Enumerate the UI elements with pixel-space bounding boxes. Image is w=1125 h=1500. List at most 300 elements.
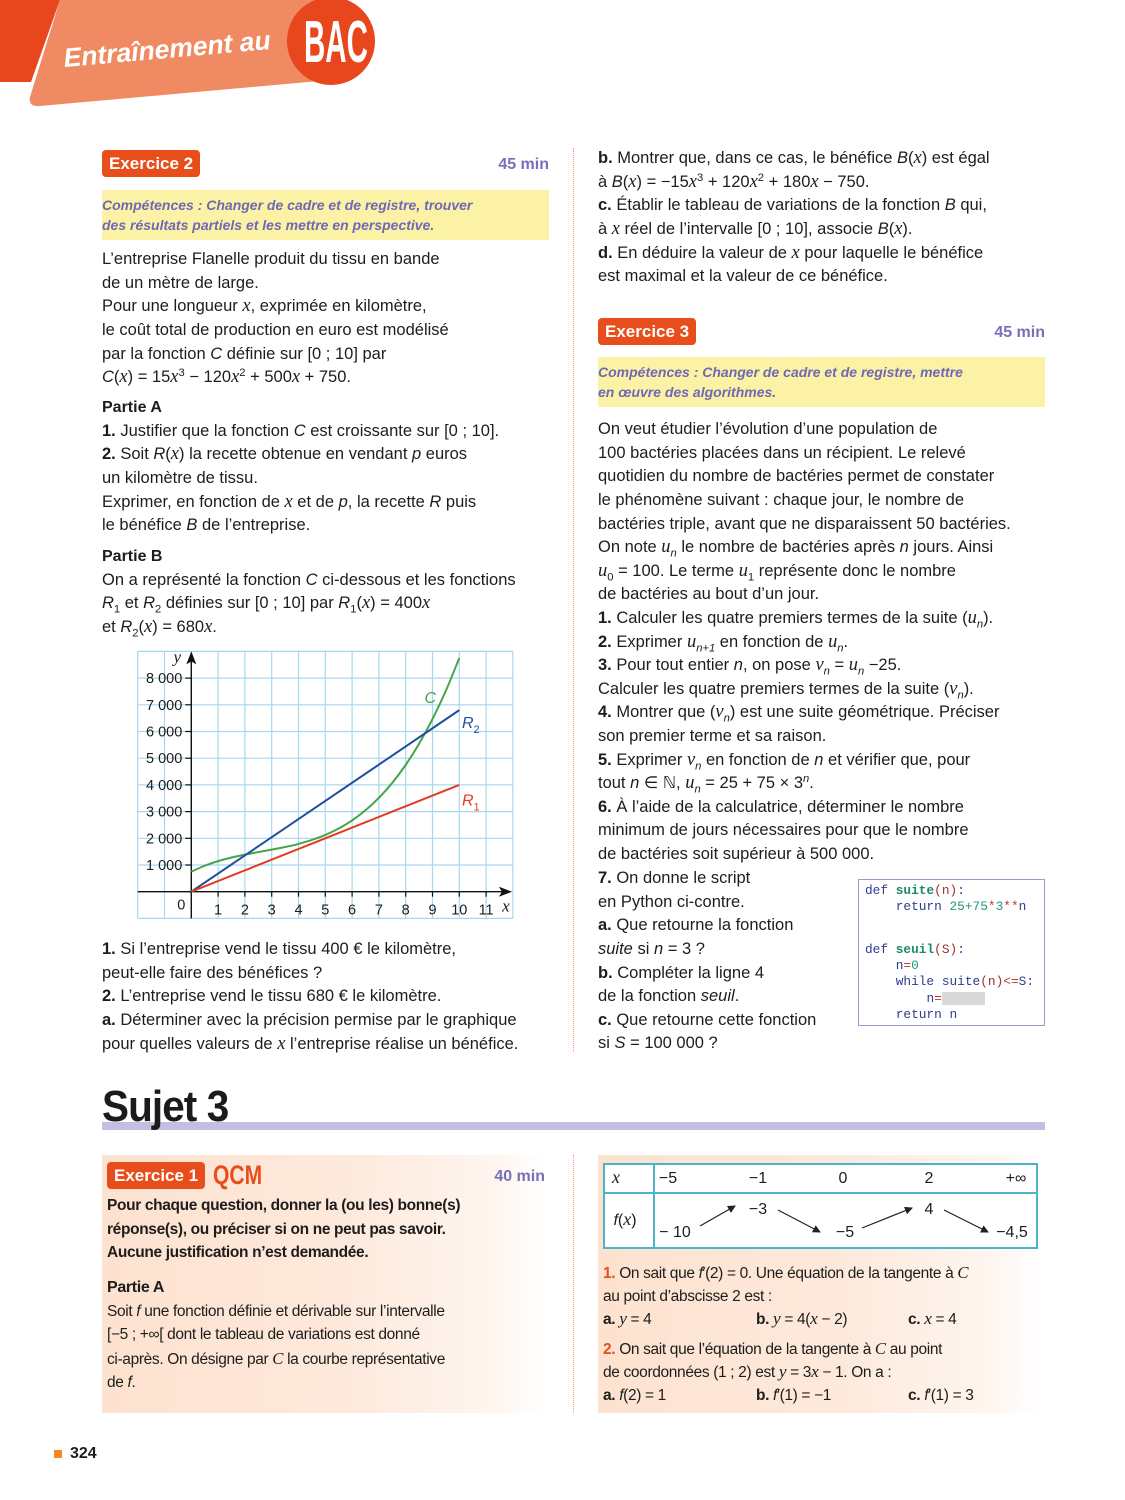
text-line: minimum de jours nécessaires pour que le nombre — [598, 821, 969, 840]
exercise-3-intro — [598, 418, 1011, 607]
text-line: le phénomène suivant : chaque jour, le nombre de — [598, 490, 964, 509]
italic-text: C — [293, 421, 306, 440]
bold-label: 1. — [598, 609, 612, 627]
text-line: 4. Montrer que $(v_n)$ est une suite géométrique. Préciser — [598, 701, 1000, 725]
code-token: : — [957, 941, 965, 957]
math-variable: v — [949, 677, 958, 698]
exercise-1-badge: Exercice 1 — [107, 1162, 205, 1189]
text-line: 1. On sait que f′(2) = 0. Une équation de la tangente à C — [603, 1263, 969, 1283]
code-token: n — [949, 1006, 958, 1022]
option-b — [756, 1308, 847, 1332]
f-value: −3 — [748, 1201, 768, 1218]
text-line: Compétences : Changer de cadre et de registre, mettre — [598, 364, 963, 380]
math-variable: x — [170, 366, 179, 387]
text-line: en œuvre des algorithmes. — [598, 384, 777, 400]
code-token: = — [934, 990, 942, 1006]
text-line: Exprimer, en fonction de x et de p, la recette R puis — [102, 490, 477, 511]
f-value: 4 — [924, 1201, 934, 1218]
y-tick-label: 1 000 — [146, 858, 183, 874]
subscript: n — [695, 759, 702, 772]
bold-label: 2. — [598, 632, 612, 651]
text-line: L’entreprise Flanelle produit du tissu en bande — [102, 250, 440, 269]
code-token: <= — [1003, 974, 1019, 990]
qcm-instructions — [107, 1194, 460, 1265]
code-token: * — [987, 899, 996, 915]
math-variable: y — [773, 1309, 781, 1329]
subscript: 2 — [155, 603, 162, 616]
text-line: 1. Si l’entreprise vend le tissu 400 € le kilomètre, — [102, 940, 457, 959]
subscript: 1 — [113, 603, 121, 616]
code-token: 0 — [911, 958, 919, 974]
qcm-question-1 — [603, 1261, 968, 1332]
bold-label: 3. — [598, 656, 612, 675]
superscript: n — [803, 773, 810, 785]
column-separator — [573, 148, 574, 1052]
y-tick-label: 8 000 — [146, 671, 183, 688]
code-token — [865, 1007, 896, 1022]
qcm-part-a-text — [107, 1300, 445, 1394]
option-label: c. — [908, 1387, 921, 1405]
code-token: n — [895, 958, 904, 974]
code-line — [865, 916, 1044, 942]
text-line: de coordonnées (1 ; 2) est y = 3x − 1. On a : — [603, 1361, 892, 1381]
text-line: b. Compléter la ligne 4 — [598, 963, 764, 982]
option-text: f′(1) = −1 — [773, 1387, 832, 1405]
math-variable: x — [422, 592, 431, 613]
bold-label: 4. — [598, 703, 612, 722]
bold-label: 6. — [598, 797, 612, 816]
italic-text: C — [102, 368, 114, 387]
f-value: −5 — [835, 1224, 855, 1241]
italic-text: f — [924, 1387, 929, 1405]
italic-text: n — [814, 750, 824, 769]
bold-label: c. — [598, 196, 612, 215]
header-title: Entraînement au — [62, 25, 272, 74]
arrow-up-icon — [862, 1208, 912, 1228]
math-variable: u — [967, 607, 977, 627]
question-number: 1. — [603, 1265, 616, 1283]
option-text: f(2) = 1 — [619, 1387, 666, 1405]
option-label: c. — [908, 1311, 921, 1329]
code-line — [865, 991, 1044, 1007]
x-tick-label: 10 — [451, 902, 468, 919]
option-text: y = 4(x − 2) — [773, 1309, 848, 1329]
math-variable: x — [791, 241, 800, 262]
italic-text: R — [120, 617, 133, 636]
text-line: 7. On donne le script — [598, 869, 751, 888]
math-variable: u — [686, 630, 697, 651]
text-line: $C(x) = 15x^3 - 120x^2 + 500x + 750$. — [102, 366, 351, 387]
code-token: def — [865, 941, 889, 957]
page-number: 324 — [70, 1445, 97, 1462]
italic-text: B — [186, 516, 198, 535]
math-variable: x — [231, 366, 240, 387]
x-tick-label: 7 — [374, 902, 383, 919]
exercise-2-skills — [102, 190, 549, 240]
italic-text: R — [102, 594, 114, 613]
x-tick-label: 2 — [240, 902, 249, 919]
code-token: def — [865, 883, 889, 898]
x-value: 0 — [838, 1170, 848, 1187]
math-variable: x — [811, 1361, 819, 1381]
subscript: 1 — [350, 603, 357, 616]
code-token: ) — [949, 883, 958, 898]
text-line: On note $u_n$ le nombre de bactéries après n jours. Ainsi — [598, 536, 994, 560]
f-value: − 10 — [659, 1224, 691, 1241]
text-line: 1. Calculer les quatre premiers termes de la suite $(u_n)$. — [598, 607, 994, 631]
part-b-intro — [102, 569, 516, 640]
text-line: 6. À l’aide de la calculatrice, déterminer le nombre — [598, 797, 964, 816]
math-variable: x — [291, 366, 301, 387]
code-token: n — [1018, 899, 1027, 915]
code-line — [865, 1007, 1044, 1023]
code-token: ) — [949, 941, 958, 957]
italic-text: R — [153, 445, 166, 464]
code-line — [865, 958, 1044, 974]
math-variable: x — [119, 366, 128, 387]
series-r2-label: $R_2$ — [461, 715, 480, 737]
italic-text: n — [630, 774, 640, 793]
series-label-subscript: 1 — [473, 801, 480, 814]
italic-text: seuil — [700, 987, 735, 1006]
text-line: b. Montrer que, dans ce cas, le bénéfice B(x) est égal — [598, 147, 990, 168]
text-line: des résultats partiels et les mettre en perspective. — [102, 217, 435, 233]
code-token: S — [941, 941, 950, 957]
exercise-3-question-7 — [598, 867, 816, 1056]
y-tick-label: 4 000 — [146, 777, 183, 794]
text-line: suite si n = 3 ? — [598, 939, 705, 958]
text-line: en Python ci-contre. — [598, 892, 745, 911]
part-b-questions-continued — [598, 147, 990, 289]
arrow-down-icon — [778, 1210, 820, 1232]
bold-label: 2. — [102, 445, 116, 464]
y-axis-label: y — [173, 647, 182, 667]
math-variable: u — [848, 654, 858, 675]
part-b-title: Partie B — [102, 548, 163, 566]
exercise-3-skills — [598, 357, 1045, 407]
italic-text: f — [619, 1387, 624, 1405]
option-a — [603, 1308, 651, 1332]
math-variable: y — [778, 1361, 787, 1381]
part-a-title: Partie A — [102, 399, 162, 417]
subscript: n — [837, 641, 844, 654]
math-variable: x — [284, 490, 293, 511]
text-line: son premier terme et sa raison. — [598, 726, 827, 745]
math-variable: v — [686, 748, 696, 769]
bold-label: b. — [598, 963, 613, 982]
y-tick-label: 7 000 — [146, 697, 183, 714]
page-marker-icon — [54, 1450, 62, 1458]
exercise-1-duration: 40 min — [494, 1168, 545, 1185]
math-variable: u — [598, 559, 608, 580]
math-variable: x — [688, 170, 697, 191]
text-line: Aucune justification n’est demandée. — [107, 1244, 369, 1262]
code-token: : — [1026, 974, 1035, 990]
text-line: On a représenté la fonction C ci-dessous et les fonctions — [102, 570, 516, 589]
arrow-down-icon — [944, 1210, 988, 1232]
text-line: Pour une longueur x, exprimée en kilomètre, — [102, 295, 427, 316]
x-value: −1 — [748, 1170, 768, 1187]
question-number: 2. — [603, 1341, 616, 1359]
bold-label: 5. — [598, 750, 612, 769]
x-value: +∞ — [1005, 1170, 1027, 1187]
bold-label: b. — [598, 149, 613, 168]
text-line: a. Déterminer avec la précision permise par le graphique — [102, 1010, 517, 1029]
x-tick-label: 3 — [267, 902, 276, 919]
italic-text: S — [614, 1034, 626, 1053]
code-line — [865, 942, 1044, 958]
math-variable: u — [685, 772, 695, 793]
origin-label: 0 — [177, 897, 186, 914]
text-line: de bactéries au bout d’un jour. — [598, 585, 820, 604]
sujet-underline — [102, 1122, 1045, 1130]
option-label: b. — [756, 1311, 770, 1329]
qcm-question-2 — [603, 1337, 974, 1408]
italic-text: p — [412, 445, 422, 464]
x-tick-label: 1 — [214, 902, 223, 919]
text-line: réponse(s), ou préciser si on ne peut pas savoir. — [107, 1220, 446, 1238]
bold-label: a. — [598, 916, 612, 935]
x-value: −5 — [658, 1170, 678, 1187]
italic-text: n — [653, 939, 664, 958]
python-code-block — [858, 879, 1045, 1026]
math-variable: x — [204, 615, 213, 636]
italic-text: f — [698, 1265, 703, 1283]
y-tick-label: 6 000 — [146, 724, 183, 741]
exercise-3-questions — [598, 607, 999, 867]
code-token: ( — [934, 941, 942, 957]
code-token — [865, 974, 896, 989]
answer-options — [603, 1308, 968, 1332]
option-text: y = 4 — [619, 1309, 652, 1329]
qcm-label: QCM — [213, 1160, 263, 1190]
code-line — [865, 883, 1044, 899]
italic-text: R — [143, 594, 156, 613]
text-line: 2. On sait que l’équation de la tangente à C au point — [603, 1339, 943, 1359]
text-line: de bactéries soit supérieur à 500 000. — [598, 844, 875, 863]
bold-label: d. — [598, 243, 613, 262]
text-line: et $R_2(x) = 680x$. — [102, 615, 217, 640]
subscript: n+1 — [696, 641, 716, 654]
exercise-2-intro — [102, 248, 449, 390]
superscript: 2 — [757, 171, 765, 184]
code-token: ) — [995, 974, 1004, 990]
code-line — [865, 974, 1044, 990]
text-line: 2. Soit R(x) la recette obtenue en vendant p euros — [102, 443, 468, 464]
code-token: suite — [895, 883, 935, 898]
math-variable: x — [361, 592, 371, 613]
text-line: le bénéfice B de l’entreprise. — [102, 516, 311, 535]
option-a — [603, 1384, 666, 1408]
italic-text: C — [210, 344, 223, 363]
option-c — [908, 1384, 974, 1408]
text-line: 100 bactéries placées dans un récipient. Le relevé — [598, 443, 966, 462]
sujet-title: Sujet 3 — [102, 1082, 229, 1131]
option-c — [908, 1308, 956, 1332]
italic-text: f — [773, 1387, 778, 1405]
question-text — [603, 1337, 942, 1384]
text-line: c. Établir le tableau de variations de la fonction B qui, — [598, 196, 987, 215]
question-text — [603, 1261, 968, 1308]
math-variable: x — [749, 170, 758, 191]
italic-text: f — [613, 1212, 618, 1229]
text-line: de un mètre de large. — [102, 273, 259, 292]
text-line: a. Que retourne la fonction — [598, 916, 794, 935]
text-line: [−5 ; +∞[ dont le tableau de variations est donné — [107, 1326, 420, 1344]
italic-text: suite — [598, 939, 633, 958]
text-line: On veut étudier l’évolution d’une population de — [598, 420, 938, 439]
header-badge: BAC — [304, 9, 368, 75]
math-variable: u — [828, 630, 838, 651]
part-a-questions — [102, 420, 499, 538]
x-tick-label: 5 — [321, 902, 330, 919]
bold-label: c. — [598, 1010, 612, 1029]
text-line: à $B(x) = -15x^3 + 120x^2 + 180x - 750$. — [598, 170, 870, 191]
code-token: n — [926, 990, 935, 1006]
bold-label: 1. — [102, 940, 116, 959]
text-line: 2. L’entreprise vend le tissu 680 € le kilomètre. — [102, 987, 442, 1006]
script-letter: C — [874, 1339, 886, 1359]
bold-label: 1. — [102, 421, 116, 440]
italic-text: f — [127, 1373, 132, 1391]
italic-text: n — [899, 538, 909, 557]
math-variable: x — [628, 170, 637, 191]
bold-label: 7. — [598, 869, 612, 888]
variation-arrows — [605, 1165, 1036, 1247]
bold-label: 2. — [102, 987, 116, 1006]
option-label: a. — [603, 1387, 616, 1405]
italic-text: B — [897, 149, 909, 168]
y-tick-label: 2 000 — [146, 831, 183, 848]
math-variable: v — [715, 701, 724, 722]
subscript: 1 — [747, 571, 755, 583]
code-token: 3 — [995, 899, 1004, 915]
text-line: 2. Exprimer $u_{n+1}$ en fonction de $u_n$. — [598, 630, 849, 654]
arrow-up-icon — [700, 1206, 735, 1226]
subscript: 0 — [607, 571, 614, 583]
math-variable: x — [612, 1167, 620, 1187]
code-token: n — [941, 883, 950, 898]
y-tick-label: 5 000 — [146, 751, 183, 768]
exercise-2-part-a — [102, 396, 499, 538]
text-line: peut-elle faire des bénéfices ? — [102, 963, 323, 982]
text-line: $R_1$ et $R_2$ définies sur [0 ; 10] par $R_1(x) = 400x$ — [102, 592, 431, 616]
math-variable: x — [144, 615, 153, 636]
math-variable: x — [611, 217, 620, 238]
code-token — [865, 958, 896, 973]
f-value: −4,5 — [996, 1224, 1028, 1241]
script-letter: C — [957, 1263, 969, 1283]
code-token — [865, 899, 896, 914]
code-token: ( — [934, 883, 942, 898]
script-letter: C — [272, 1348, 284, 1368]
series-c-label: C — [424, 689, 437, 707]
superscript: 2 — [239, 367, 246, 379]
text-line: pour quelles valeurs de x l’entreprise réalise un bénéfice. — [102, 1032, 519, 1053]
column-separator-2 — [573, 1155, 574, 1413]
code-token: = — [903, 958, 912, 974]
code-token: n — [987, 974, 996, 990]
bold-label: a. — [102, 1010, 116, 1029]
text-line: d. En déduire la valeur de x pour laquelle le bénéfice — [598, 241, 984, 262]
superscript: 3 — [696, 171, 704, 184]
code-token: seuil — [895, 941, 935, 957]
italic-text: R — [429, 492, 442, 511]
y-tick-label: 3 000 — [146, 804, 183, 821]
text-line: ci-après. On désigne par C la courbe représentative — [107, 1348, 445, 1368]
text-line: si S = 100 000 ? — [598, 1034, 718, 1053]
text-line: Calculer les quatre premiers termes de la suite $(v_n)$. — [598, 677, 974, 702]
code-token: 25+75 — [949, 899, 988, 915]
option-label: b. — [756, 1387, 770, 1405]
cost-revenue-chart — [130, 645, 520, 925]
qcm-part-a — [107, 1276, 445, 1394]
code-line — [865, 899, 1044, 915]
code-token: ** — [1003, 899, 1019, 915]
qcm-part-a-title: Partie A — [107, 1279, 165, 1297]
option-text: x = 4 — [924, 1309, 957, 1329]
math-variable: x — [242, 295, 251, 316]
subscript: 2 — [132, 627, 139, 640]
italic-text: p — [338, 492, 348, 511]
option-label: a. — [603, 1311, 616, 1329]
italic-text: n — [733, 656, 743, 675]
x-axis-label: x — [502, 896, 510, 916]
subscript: n — [857, 665, 865, 678]
text-line: c. Que retourne cette fonction — [598, 1010, 817, 1029]
math-variable: v — [815, 654, 824, 675]
exercise-2-part-b — [102, 545, 516, 639]
text-line: 1. Justifier que la fonction C est croissante sur [0 ; 10]. — [102, 421, 500, 440]
x-value: 2 — [924, 1170, 934, 1187]
italic-text: f — [136, 1302, 141, 1320]
x-tick-label: 11 — [478, 902, 494, 919]
code-token: suite — [941, 974, 981, 990]
italic-text: R — [338, 594, 351, 613]
x-tick-label: 9 — [428, 902, 437, 919]
subscript: n — [823, 665, 830, 678]
math-variable: x — [913, 147, 922, 168]
code-token: while — [895, 974, 935, 990]
italic-text: B — [944, 196, 956, 215]
part-b-questions — [102, 938, 518, 1056]
variation-table — [603, 1163, 1038, 1249]
math-variable: x — [810, 1309, 818, 1329]
text-line: tout n ∈ ℕ, $u_n = 25 + 75 \times 3^n$. — [598, 772, 814, 796]
text-line: 5. Exprimer $v_n$ en fonction de n et vérifier que, pour — [598, 748, 971, 772]
code-token: S — [1018, 974, 1027, 990]
text-line: par la fonction C définie sur [0 ; 10] par — [102, 344, 387, 363]
exercise-2-duration: 45 min — [498, 156, 549, 173]
math-variable: u — [661, 536, 671, 557]
math-variable: y — [619, 1309, 627, 1329]
text-line: de la fonction seuil. — [598, 987, 740, 1006]
code-token: ( — [980, 974, 988, 990]
math-variable: x — [170, 443, 179, 464]
text-line: Soit f une fonction définie et dérivable sur l’intervalle — [107, 1302, 445, 1320]
math-variable: x — [277, 1032, 286, 1053]
text-line: le coût total de production en euro est modélisé — [102, 320, 449, 339]
text-line: au point d’abscisse 2 est : — [603, 1287, 772, 1305]
math-variable: x — [894, 217, 903, 238]
exercise-3-duration: 45 min — [994, 324, 1045, 341]
superscript: 3 — [178, 367, 185, 379]
code-token: return — [895, 899, 942, 915]
italic-text: B — [611, 172, 623, 191]
text-line: 3. Pour tout entier n, on pose $v_n = u_n -25$. — [598, 654, 902, 678]
x-tick-label: 8 — [401, 902, 410, 919]
math-variable: x — [924, 1309, 932, 1329]
